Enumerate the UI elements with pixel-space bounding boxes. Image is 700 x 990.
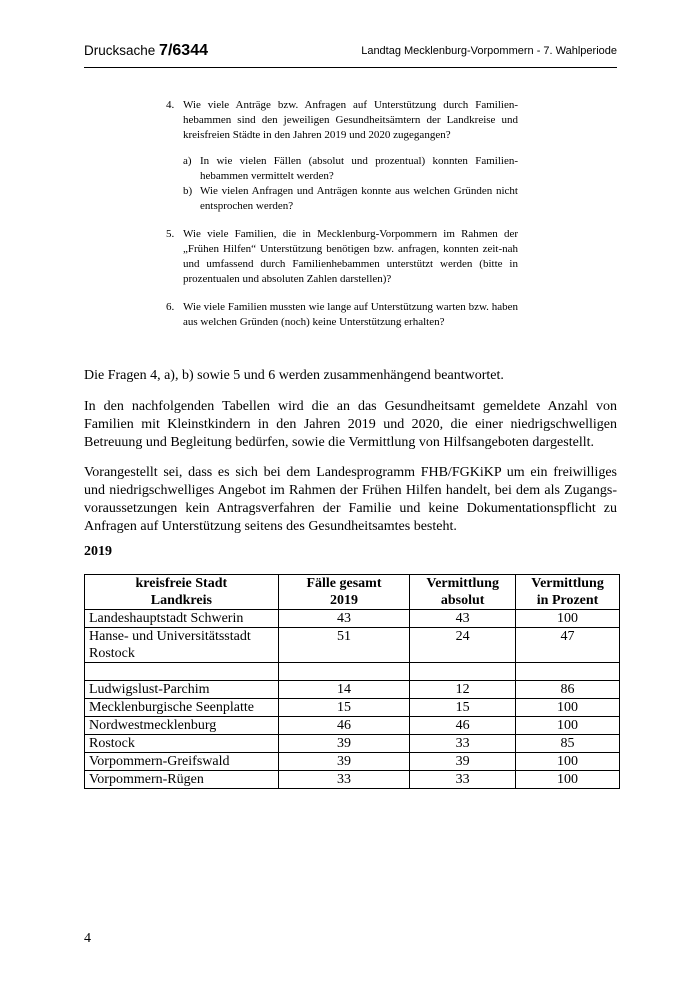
parliament-name: Landtag Mecklenburg-Vorpommern - 7. Wahlperiode	[361, 45, 617, 57]
percent-cell: 100	[516, 771, 620, 789]
answer-intro: Die Fragen 4, a), b) sowie 5 und 6 werden zusammenhängend beantwortet.	[84, 368, 504, 383]
total-cell: 43	[278, 610, 410, 628]
total-cell: 15	[278, 699, 410, 717]
table-row	[85, 610, 620, 628]
document-reference	[84, 42, 208, 60]
column-header-percent: Vermittlung in Prozent	[516, 575, 620, 610]
question-text: Wie viele Anträge bzw. Anfragen auf Unterstützung durch Familien-hebammen sind den jeweiligen Gesundheitsämtern der Landkreise und kreisfreien Städte in den Jahren 2019 und 2020 zugegangen?	[183, 99, 518, 141]
region-cell: Mecklenburgische Seenplatte	[85, 699, 279, 717]
region-cell	[85, 663, 279, 681]
page-header	[84, 40, 617, 68]
percent-cell: 86	[516, 681, 620, 699]
table-row	[85, 699, 620, 717]
absolute-cell: 15	[410, 699, 516, 717]
percent-cell: 100	[516, 699, 620, 717]
question-6	[166, 300, 518, 330]
sub-question-number: a)	[183, 155, 192, 167]
percent-cell: 100	[516, 717, 620, 735]
sub-question-a	[183, 154, 518, 184]
table-row-empty	[85, 663, 620, 681]
header-rule	[84, 67, 617, 68]
question-text: Wie viele Familien mussten wie lange auf Unterstützung warten bzw. haben aus welchen Gründen (noch) keine Unterstützung erhalten?	[183, 301, 518, 328]
absolute-cell: 46	[410, 717, 516, 735]
sub-question-text: In wie vielen Fällen (absolut und prozentual) konnten Familien-hebammen vermittelt werden?	[200, 155, 518, 182]
column-header-total: Fälle gesamt 2019	[278, 575, 410, 610]
sub-question-text: Wie vielen Anfragen und Anträgen konnte aus welchen Gründen nicht entsprochen werden?	[200, 185, 518, 212]
question-number: 5.	[166, 228, 175, 240]
table-row	[85, 735, 620, 753]
table-row	[85, 771, 620, 789]
total-cell	[278, 663, 410, 681]
table-header-row	[85, 575, 620, 610]
question-text: Wie viele Familien, die in Mecklenburg-Vorpommern im Rahmen der „Frühen Hilfen“ Unterstützung benötigen bzw. anfragen, konnten zeit-nah und umfassend durch Familienhebammen unterstützt werden (bitte in prozentualen und absoluten Zahlen darstellen)?	[183, 228, 518, 285]
question-number: 6.	[166, 301, 175, 313]
table-row	[85, 753, 620, 771]
absolute-cell: 24	[410, 628, 516, 663]
region-cell: Rostock	[85, 735, 279, 753]
region-cell: Vorpommern-Rügen	[85, 771, 279, 789]
table-year-heading: 2019	[84, 544, 112, 559]
region-cell: Hanse- und Universitätsstadt Rostock	[85, 628, 279, 663]
document-label: Drucksache	[84, 43, 156, 58]
region-cell: Vorpommern-Greifswald	[85, 753, 279, 771]
question-number: 4.	[166, 99, 175, 111]
table-row	[85, 681, 620, 699]
total-cell: 14	[278, 681, 410, 699]
column-header-absolute: Vermittlung absolut	[410, 575, 516, 610]
table-row	[85, 717, 620, 735]
total-cell: 51	[278, 628, 410, 663]
column-header-region: kreisfreie Stadt Landkreis	[85, 575, 279, 610]
percent-cell: 100	[516, 753, 620, 771]
total-cell: 39	[278, 753, 410, 771]
question-4	[166, 98, 518, 214]
total-cell: 46	[278, 717, 410, 735]
sub-question-b	[183, 184, 518, 214]
percent-cell: 85	[516, 735, 620, 753]
total-cell: 33	[278, 771, 410, 789]
question-5	[166, 227, 518, 287]
absolute-cell: 12	[410, 681, 516, 699]
region-cell: Nordwestmecklenburg	[85, 717, 279, 735]
answer-paragraph-tables: In den nachfolgenden Tabellen wird die an das Gesundheitsamt gemeldete Anzahl von Familien mit Kleinstkindern in den Jahren 2019 und 2020, die einer niedrigschwelligen Betreuung und Begleitung bedürfen, sowie die Vermittlung von Hilfsangeboten dargestellt.	[84, 399, 617, 450]
answer-paragraph-program: Vorangestellt sei, dass es sich bei dem Landesprogramm FHB/FGKiKP um ein freiwilliges und niedrigschwelliges Angebot im Rahmen der Frühen Hilfen handelt, bei dem als Zugangs-voraussetzungen kein Antragsverfahren der Familie und keine Dokumentationspflicht zu Anfragen auf Unterstützung seitens des Gesundheitsamtes besteht.	[84, 465, 617, 534]
sub-question-number: b)	[183, 185, 193, 197]
absolute-cell	[410, 663, 516, 681]
absolute-cell: 39	[410, 753, 516, 771]
region-cell: Ludwigslust-Parchim	[85, 681, 279, 699]
percent-cell	[516, 663, 620, 681]
total-cell: 39	[278, 735, 410, 753]
percent-cell: 47	[516, 628, 620, 663]
statistics-table-2019	[84, 574, 620, 789]
absolute-cell: 33	[410, 771, 516, 789]
absolute-cell: 33	[410, 735, 516, 753]
question-block	[166, 98, 518, 343]
percent-cell: 100	[516, 610, 620, 628]
table-row	[85, 628, 620, 663]
absolute-cell: 43	[410, 610, 516, 628]
document-number: 7/6344	[159, 42, 208, 59]
page-number: 4	[84, 931, 91, 946]
region-cell: Landeshauptstadt Schwerin	[85, 610, 279, 628]
sub-questions	[183, 154, 518, 214]
